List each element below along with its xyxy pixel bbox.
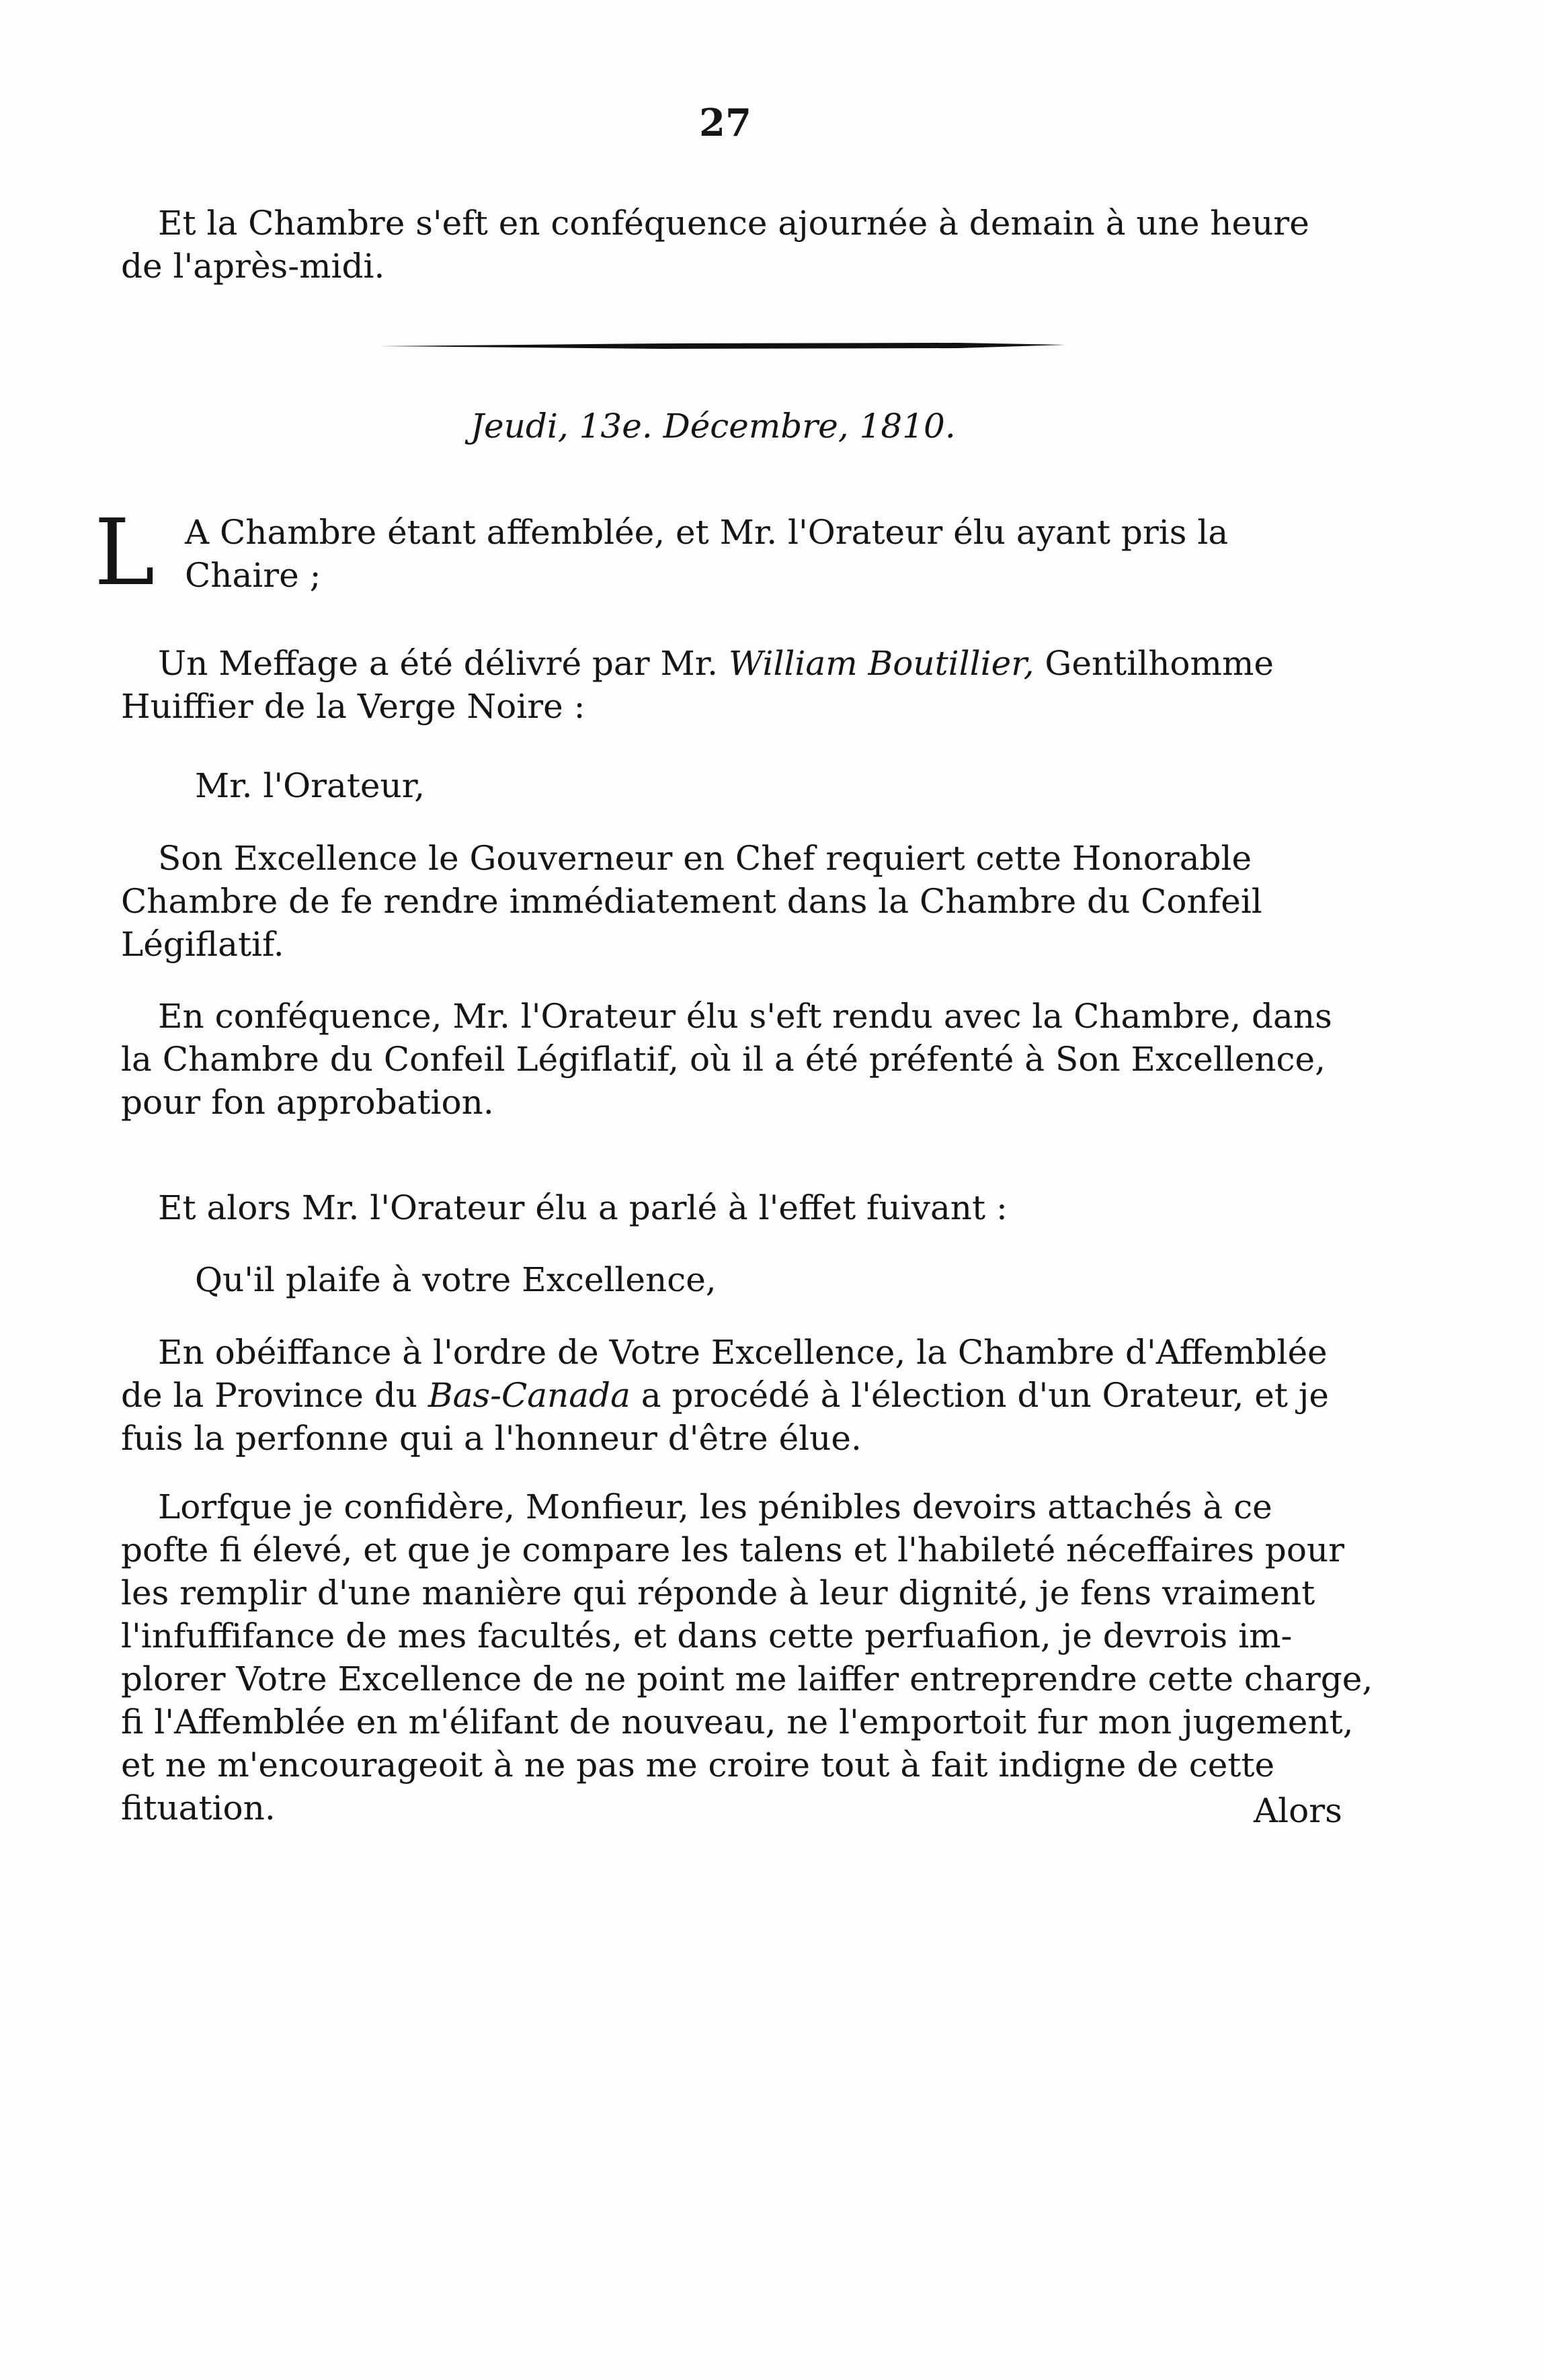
message-paragraph (121, 642, 1385, 728)
text-line: fi l'Affemblée en m'élifant de nouveau, ne l'emportoit fur mon jugement, (121, 1702, 1354, 1741)
text-line: Lorfque je confidère, Monfieur, les pénibles devoirs attachés à ce (158, 1487, 1272, 1526)
section-divider (380, 341, 1065, 351)
text-line: de l'après-midi. (121, 247, 385, 286)
text-line: la Chambre du Confeil Légiflatif, où il a été préfenté à Son Excellence, (121, 1040, 1326, 1079)
salutation-orateur: Mr. l'Orateur, (195, 766, 425, 805)
text-segment: de la Province du (121, 1376, 428, 1415)
page-number: 27 (699, 101, 751, 145)
obedience-paragraph (121, 1331, 1385, 1460)
text-line: les remplir d'une manière qui réponde à leur dignité, je fens vraiment (121, 1573, 1315, 1612)
text-segment: a procédé à l'élection d'un Orateur, et je (630, 1376, 1329, 1415)
text-line: Huiffier de la Verge Noire : (121, 687, 585, 726)
text-line: A Chambre étant affemblée, et Mr. l'Orateur élu ayant pris la (185, 513, 1229, 552)
text-line: En obéiffance à l'ordre de Votre Excellence, la Chambre d'Affemblée (158, 1333, 1328, 1372)
text-line: pour fon approbation. (121, 1083, 494, 1122)
text-line: plorer Votre Excellence de ne point me laiffer entreprendre cette charge, (121, 1659, 1373, 1698)
text-line: Chambre de fe rendre immédiatement dans la Chambre du Confeil (121, 882, 1262, 921)
consequence-paragraph (121, 995, 1385, 1124)
text-segment: Gentilhomme (1034, 644, 1274, 683)
text-line: et ne m'encourageoit à ne pas me croire tout à fait indigne de cette (121, 1746, 1275, 1784)
text-line: En conféquence, Mr. l'Orateur élu s'eft rendu avec la Chambre, dans (158, 997, 1332, 1036)
drop-cap: L (94, 500, 155, 606)
spoke-paragraph (121, 1186, 1385, 1229)
catchword: Alors (1254, 1791, 1342, 1830)
text-line: Chaire ; (185, 556, 321, 595)
consider-paragraph (121, 1485, 1385, 1830)
place-name: Bas-Canada (428, 1376, 631, 1415)
text-line: Et alors Mr. l'Orateur élu a parlé à l'effet fuivant : (158, 1188, 1008, 1227)
text-line (121, 642, 1385, 685)
text-line: Son Excellence le Gouverneur en Chef requiert cette Honorable (158, 839, 1252, 878)
salutation-excellence: Qu'il plaife à votre Excellence, (195, 1260, 717, 1299)
opening-paragraph (121, 202, 1385, 288)
person-name: William Boutillier, (728, 644, 1034, 683)
assembly-paragraph (185, 511, 1371, 597)
text-line: l'infuffifance de mes facultés, et dans cette perfuafion, je devrois im- (121, 1616, 1293, 1655)
text-line: fituation. (121, 1789, 276, 1828)
text-line: Et la Chambre s'eft en conféquence ajournée à demain à une heure (158, 204, 1309, 243)
text-line (121, 1374, 1385, 1417)
date-heading: Jeudi, 13e. Décembre, 1810. (471, 407, 956, 446)
text-line: fuis la perfonne qui a l'honneur d'être élue. (121, 1419, 862, 1458)
text-line: Légiflatif. (121, 925, 284, 964)
excellency-paragraph (121, 837, 1385, 966)
text-line: pofte fi élevé, et que je compare les talens et l'habileté néceffaires pour (121, 1530, 1345, 1569)
text-segment: Un Meffage a été délivré par Mr. (158, 644, 729, 683)
